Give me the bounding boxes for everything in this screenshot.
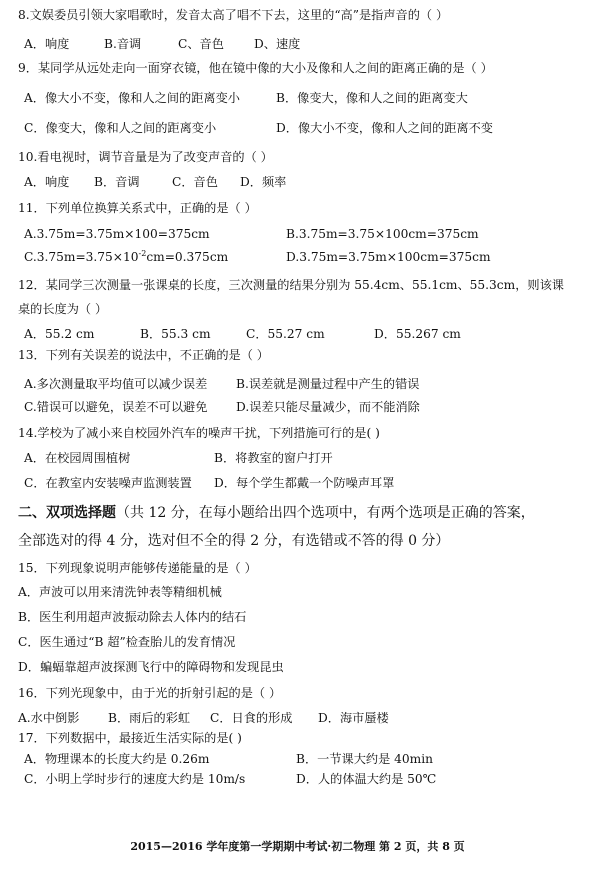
q12-option-b: B．55.3 cm (140, 327, 211, 341)
q11-option-c-tail: cm=0.375cm (146, 250, 229, 264)
q13-option-c: C.错误可以避免，误差不可以避免 (24, 400, 208, 414)
q8-option-d: D、速度 (254, 37, 301, 51)
q14-option-c: C．在教室内安装噪声监测装置 (24, 476, 192, 490)
q13-option-a: A.多次测量取平均值可以减少误差 (24, 377, 208, 391)
q17-option-c: C．小明上学时步行的速度大约是 10m/s (24, 772, 246, 786)
question-13-stem: 13．下列有关误差的说法中，不正确的是（ ） (18, 348, 269, 362)
q9-option-b: B．像变大，像和人之间的距离变大 (276, 91, 468, 105)
question-12-stem-cont: 桌的长度为（ ） (18, 302, 108, 316)
q15-option-c: C．医生通过“B 超”检查胎儿的发育情况 (18, 635, 236, 649)
q12-option-c: C．55.27 cm (246, 327, 325, 341)
q14-option-d: D．每个学生都戴一个防噪声耳罩 (214, 476, 395, 490)
q10-option-b: B．音调 (94, 175, 140, 189)
question-17-stem: 17．下列数据中，最接近生活实际的是( ) (18, 731, 242, 745)
section-2-description: （共 12 分，在每小题给出四个选项中，有两个选项是正确的答案， (116, 505, 535, 521)
question-11-stem: 11．下列单位换算关系式中，正确的是（ ） (18, 201, 257, 215)
q16-option-d: D．海市蜃楼 (318, 711, 389, 725)
q8-option-c: C、音色 (178, 37, 224, 51)
q16-option-a: A.水中倒影 (18, 711, 80, 725)
q11-option-c (24, 250, 228, 265)
q11-option-a: A.3.75m=3.75m×100=375cm (24, 227, 210, 241)
q16-option-c: C．日食的形成 (210, 711, 293, 725)
q16-option-b: B．雨后的彩虹 (108, 711, 191, 725)
q9-option-c: C．像变大，像和人之间的距离变小 (24, 121, 217, 135)
q10-option-c: C．音色 (172, 175, 218, 189)
question-16-stem: 16．下列光现象中，由于光的折射引起的是（ ） (18, 686, 282, 700)
q13-option-d: D.误差只能尽量减少，而不能消除 (236, 400, 420, 414)
q15-option-a: A．声波可以用来清洗钟表等精细机械 (18, 585, 222, 599)
q11-option-d: D.3.75m=3.75m×100cm=375cm (286, 250, 491, 264)
question-10-stem: 10.看电视时，调节音量是为了改变声音的（ ） (18, 150, 273, 164)
q9-option-d: D．像大小不变，像和人之间的距离不变 (276, 121, 493, 135)
question-12-stem: 12．某同学三次测量一张课桌的长度，三次测量的结果分别为 55.4cm、55.1cm、55.3cm，则该课 (18, 278, 564, 292)
q13-option-b: B.误差就是测量过程中产生的错误 (236, 377, 420, 391)
q11-option-c-exponent: -2 (138, 248, 147, 258)
q15-option-d: D．蝙蝠靠超声波探测飞行中的障碍物和发现昆虫 (18, 660, 284, 674)
q17-option-a: A．物理课本的长度大约是 0.26m (24, 752, 210, 766)
q10-option-a: A．响度 (24, 175, 70, 189)
q9-option-a: A．像大小不变，像和人之间的距离变小 (24, 91, 240, 105)
q8-option-a: A．响度 (24, 37, 70, 51)
section-2-title: 二、双项选择题 (18, 505, 116, 521)
q17-option-b: B．一节课大约是 40min (296, 752, 433, 766)
q10-option-d: D．频率 (240, 175, 287, 189)
q15-option-b: B．医生利用超声波振动除去人体内的结石 (18, 610, 247, 624)
page-footer: 2015—2016 学年度第一学期期中考试·初二物理 第 2 页，共 8 页 (130, 840, 465, 853)
q17-option-d: D．人的体温大约是 50℃ (296, 772, 437, 786)
question-14-stem: 14.学校为了减小来自校园外汽车的噪声干扰，下列措施可行的是( ) (18, 426, 380, 440)
q14-option-a: A．在校园周围植树 (24, 451, 131, 465)
q11-option-c-base: C.3.75m=3.75×10 (24, 250, 139, 264)
section-2-heading (18, 504, 535, 522)
q11-option-b: B.3.75m=3.75×100cm=375cm (286, 227, 479, 241)
q12-option-a: A．55.2 cm (24, 327, 95, 341)
question-9-stem: 9．某同学从远处走向一面穿衣镜，他在镜中像的大小及像和人之间的距离正确的是（ ） (18, 61, 493, 75)
q8-option-b: B.音调 (104, 37, 142, 51)
question-15-stem: 15．下列现象说明声能够传递能量的是（ ） (18, 561, 257, 575)
q12-option-d: D．55.267 cm (374, 327, 461, 341)
question-8-stem: 8.文娱委员引领大家唱歌时，发音太高了唱不下去，这里的“高”是指声音的（ ） (18, 8, 449, 22)
q14-option-b: B．将教室的窗户打开 (214, 451, 333, 465)
section-2-description-cont: 全部选对的得 4 分，选对但不全的得 2 分，有选错或不答的得 0 分） (18, 533, 450, 549)
